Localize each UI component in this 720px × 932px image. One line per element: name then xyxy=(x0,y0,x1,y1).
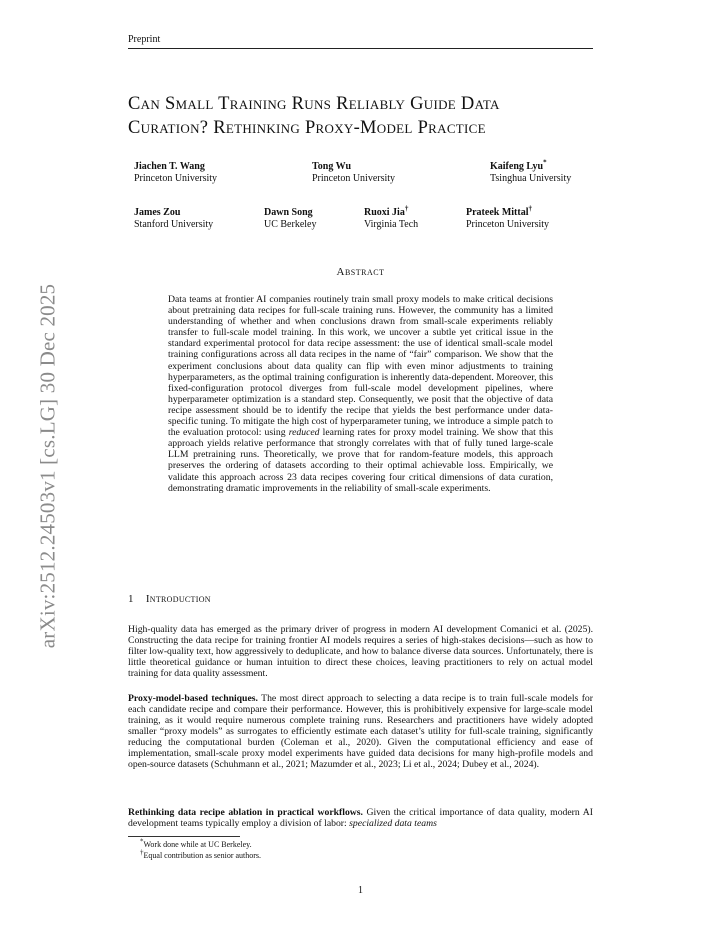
intro-paragraph-3 xyxy=(128,807,593,829)
footnote xyxy=(140,837,252,850)
author-affiliation: UC Berkeley xyxy=(264,219,317,230)
section-number: 1 xyxy=(128,593,134,605)
author-name: Dawn Song xyxy=(264,207,313,218)
arxiv-identifier: arXiv:2512.24503v1 [cs.LG] 30 Dec 2025 xyxy=(35,283,60,649)
author-block xyxy=(264,207,317,231)
abstract-body xyxy=(168,294,553,494)
author-block xyxy=(364,204,419,231)
section-heading xyxy=(128,593,211,605)
author-name: Kaifeng Lyu xyxy=(490,161,544,172)
running-header xyxy=(128,34,593,49)
paragraph-emphasis: specialized data teams xyxy=(349,818,437,830)
author-affiliation: Tsinghua University xyxy=(490,173,572,184)
author-mark: † xyxy=(404,204,409,213)
title-line-2: Curation? Rethinking Proxy-Model Practice xyxy=(128,118,486,138)
paragraph-heading: Rethinking data recipe ablation in practical workflows. xyxy=(128,807,363,818)
author-name: Jiachen T. Wang xyxy=(134,161,205,172)
author-affiliation: Virginia Tech xyxy=(364,219,419,230)
author-name: Ruoxi Jia xyxy=(364,207,405,218)
author-name: Prateek Mittal xyxy=(466,207,529,218)
author-name: Tong Wu xyxy=(312,161,352,172)
author-mark: * xyxy=(543,158,547,167)
page-number: 1 xyxy=(358,885,363,896)
author-block xyxy=(134,207,213,231)
author-block xyxy=(312,161,395,185)
intro-paragraph-2 xyxy=(128,693,593,770)
abstract-emphasis: reduced xyxy=(288,427,320,439)
paragraph-text: Given the critical importance of data quality, modern AI development teams typically employ a division of labor: xyxy=(128,807,593,830)
paragraph-heading: Proxy-model-based techniques. xyxy=(128,693,258,704)
title-line-1: Can Small Training Runs Reliably Guide Data xyxy=(128,94,500,114)
footnote xyxy=(140,848,262,861)
author-block xyxy=(134,161,217,185)
paper-title xyxy=(128,92,608,140)
author-mark: † xyxy=(528,204,532,213)
paragraph-text: High-quality data has emerged as the primary driver of progress in modern AI development Comanici et al. (2025). Constructing the data recipe for training frontier AI models requires a series of high-stakes decisions—such as how to filter low-quality text, how aggressively to deduplicate, and how to balance diverse data sources. Unfortunately, there is little theoretical guidance or human intuition to direct these choices, leaving practitioners to rely on actual model training for data quality assessment. xyxy=(128,624,593,680)
section-title: Introduction xyxy=(145,593,211,605)
author-block xyxy=(490,158,572,185)
author-name: James Zou xyxy=(134,207,181,218)
abstract-text-after: learning rates for proxy model training. We show that this approach yields relative performance that strongly correlates with that of fully tuned large-scale LLM pretraining runs. Theoretically, we prove that for random-feature models, this approach preserves the ordering of datasets according to their optimal achievable loss. Empirically, we validate this approach across 23 data recipes covering four critical dimensions of data curation, demonstrating dramatic improvements in the reliability of small-scale experiments. xyxy=(168,427,553,494)
footnote-mark: * xyxy=(140,837,144,846)
author-affiliation: Princeton University xyxy=(466,219,550,230)
header-label: Preprint xyxy=(128,34,161,45)
footnote-text: Work done while at UC Berkeley. xyxy=(143,840,252,849)
footnote-rule xyxy=(128,836,240,837)
author-block xyxy=(466,204,550,231)
author-affiliation: Princeton University xyxy=(134,173,218,184)
abstract-heading: Abstract xyxy=(336,266,385,278)
paragraph-text: The most direct approach to selecting a data recipe is to train full-scale models for each candidate recipe and compare their performance. However, this is prohibitively expensive for large-scale model training, as it would require numerous complete training runs. Researchers and practitioners have widely adopted smaller “proxy models” as surrogates to efficiently estimate each dataset’s utility for full-scale training, significantly reducing the computational burden (Coleman et al., 2020). Given the computational efficiency and ease of implementation, small-scale proxy model experiments have guided data decisions for many high-profile models and open-source datasets (Schuhmann et al., 2021; Mazumder et al., 2023; Li et al., 2024; Dubey et al., 2024). xyxy=(128,693,593,771)
footnote-mark: † xyxy=(140,848,144,857)
intro-paragraph-1 xyxy=(128,624,593,679)
abstract-text-before: Data teams at frontier AI companies routinely train small proxy models to make critical decisions about pretraining data recipes for full-scale training runs. However, the community has a limited understanding of whether and when conclusions drawn from small-scale experiments reliably transfer to full-scale model training. In this work, we uncover a subtle yet critical issue in the standard experimental protocol for data recipe assessment: the use of identical small-scale model training configurations across all data recipes in the name of “fair” comparison. We show that the experiment conclusions about data quality can flip with even minor adjustments to training hyperparameters, as the optimal training configuration is inherently data-dependent. Moreover, this fixed-configuration protocol diverges from full-scale model development pipelines, where hyperparameter optimization is a standard step. Consequently, we posit that the objective of data recipe assessment should be to identify the recipe that yields the best performance under data-specific tuning. To mitigate the high cost of hyperparameter tuning, we introduce a simple patch to the evaluation protocol: using xyxy=(168,294,553,439)
author-affiliation: Stanford University xyxy=(134,219,214,230)
footnote-text: Equal contribution as senior authors. xyxy=(143,851,262,860)
author-affiliation: Princeton University xyxy=(312,173,396,184)
